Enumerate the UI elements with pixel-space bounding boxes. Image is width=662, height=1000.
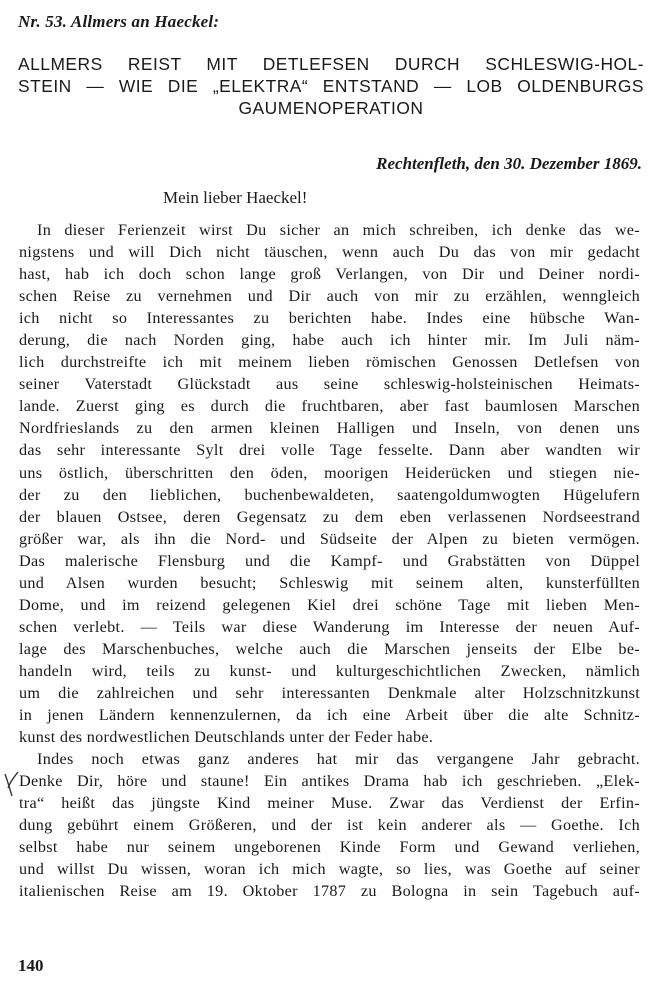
body-line: der blauen Ostsee, deren Gegensatz zu dem eben verlassenen Nordseestrand	[19, 507, 640, 526]
body-line: in jenen Ländern kennenzulernen, da ich eine Arbeit über die alte Schnitz-	[19, 706, 640, 725]
body-line: selbst habe nur seinem ungeborenen Kinde Form und Gewand verliehen,	[19, 838, 640, 857]
body-line: italienischen Reise am 19. Oktober 1787 zu Bologna in sein Tagebuch auf-	[19, 882, 640, 901]
body-line: derung, die nach Norden ging, habe auch ich hinter mir. Im Juli näm-	[19, 331, 640, 350]
body-line: hast, hab ich doch schon lange groß Verlangen, von Dir und Deiner nordi-	[19, 265, 640, 284]
salutation: Mein lieber Haeckel!	[163, 188, 308, 207]
body-line: lande. Zuerst ging es durch die fruchtbaren, aber fast baumlosen Marschen	[19, 397, 640, 416]
body-line: In dieser Ferienzeit wirst Du sicher an mich schreiben, ich denke das we-	[37, 221, 640, 239]
body-line: uns östlich, überschritten den öden, moorigen Heiderücken und stiegen nie-	[19, 463, 640, 482]
heading-line: ALLMERS REIST MIT DETLEFSEN DURCH SCHLESWIG-HOL-	[18, 54, 644, 74]
letter-heading	[18, 53, 644, 119]
body-line: schen verlebt. — Teils war diese Wanderung im Interesse der neuen Auf-	[19, 617, 640, 636]
body-line: das sehr interessante Sylt drei volle Tage fesselte. Dann aber wandten wir	[19, 441, 640, 460]
body-line: Indes noch etwas ganz anderes hat mir das vergangene Jahr gebracht.	[37, 750, 640, 769]
body-line: lage des Marschenbuches, welche auch die Marschen jenseits der Elbe be-	[19, 639, 640, 658]
running-header: Nr. 53. Allmers an Haeckel:	[18, 12, 220, 31]
body-line: Denke Dir, höre und staune! Ein antikes Drama hab ich geschrieben. „Elek-	[19, 772, 640, 791]
pencil-margin-mark	[2, 770, 20, 798]
page-number: 140	[18, 956, 44, 975]
body-line: der zu den lieblichen, buchenbewaldeten, saatengoldumwogten Hügelufern	[19, 485, 640, 504]
dateline: Rechtenfleth, den 30. Dezember 1869.	[376, 154, 642, 173]
heading-line: GAUMENOPERATION	[238, 98, 424, 118]
letter-body	[19, 219, 640, 902]
body-line: kunst des nordwestlichen Deutschlands unter der Feder habe.	[19, 728, 434, 747]
body-line: schen Reise zu vernehmen und Dir auch von mir zu erzählen, wenngleich	[19, 287, 640, 306]
body-line: und willst Du wissen, woran ich mich wagte, so lies, was Goethe auf seiner	[19, 860, 640, 879]
body-line: um die zahlreichen und sehr interessanten Denkmale alter Holzschnitzkunst	[19, 683, 640, 702]
body-line: tra“ heißt das jüngste Kind meiner Muse. Zwar das Verdienst der Erfin-	[19, 794, 640, 813]
body-line: und Alsen wurden besucht; Schleswig mit seinem alten, kunsterfüllten	[19, 573, 640, 592]
body-line: dung gebührt einem Größeren, und der ist kein anderer als — Goethe. Ich	[19, 816, 640, 835]
body-line: Das malerische Flensburg und die Kampf- und Grabstätten von Düppel	[19, 551, 640, 570]
body-line: ich nicht so Interessantes zu berichten habe. Indes eine hübsche Wan-	[19, 309, 640, 328]
body-line: Dome, und im reizend gelegenen Kiel drei schöne Tage mit lieben Men-	[19, 595, 640, 614]
heading-line: STEIN — WIE DIE „ELEKTRA“ ENTSTAND — LOB OLDENBURGS	[18, 76, 644, 96]
body-line: seiner Vaterstadt Glückstadt aus seine schleswig-holsteinischen Heimats-	[19, 375, 640, 394]
body-line: handeln wird, teils zu kunst- und kulturgeschichtlichen Zwecken, nämlich	[19, 661, 640, 680]
body-line: lich durchstreifte ich mit meinem lieben römischen Genossen Detlefsen von	[19, 353, 640, 372]
body-line: größer war, als ihn die Nord- und Südseite der Alpen zu bieten vermögen.	[19, 529, 640, 548]
body-line: Nordfrieslands zu den armen kleinen Halligen und Inseln, von denen uns	[19, 419, 640, 438]
body-line: nigstens und will Dich nicht täuschen, wenn auch Du das von mir gedacht	[19, 243, 640, 262]
